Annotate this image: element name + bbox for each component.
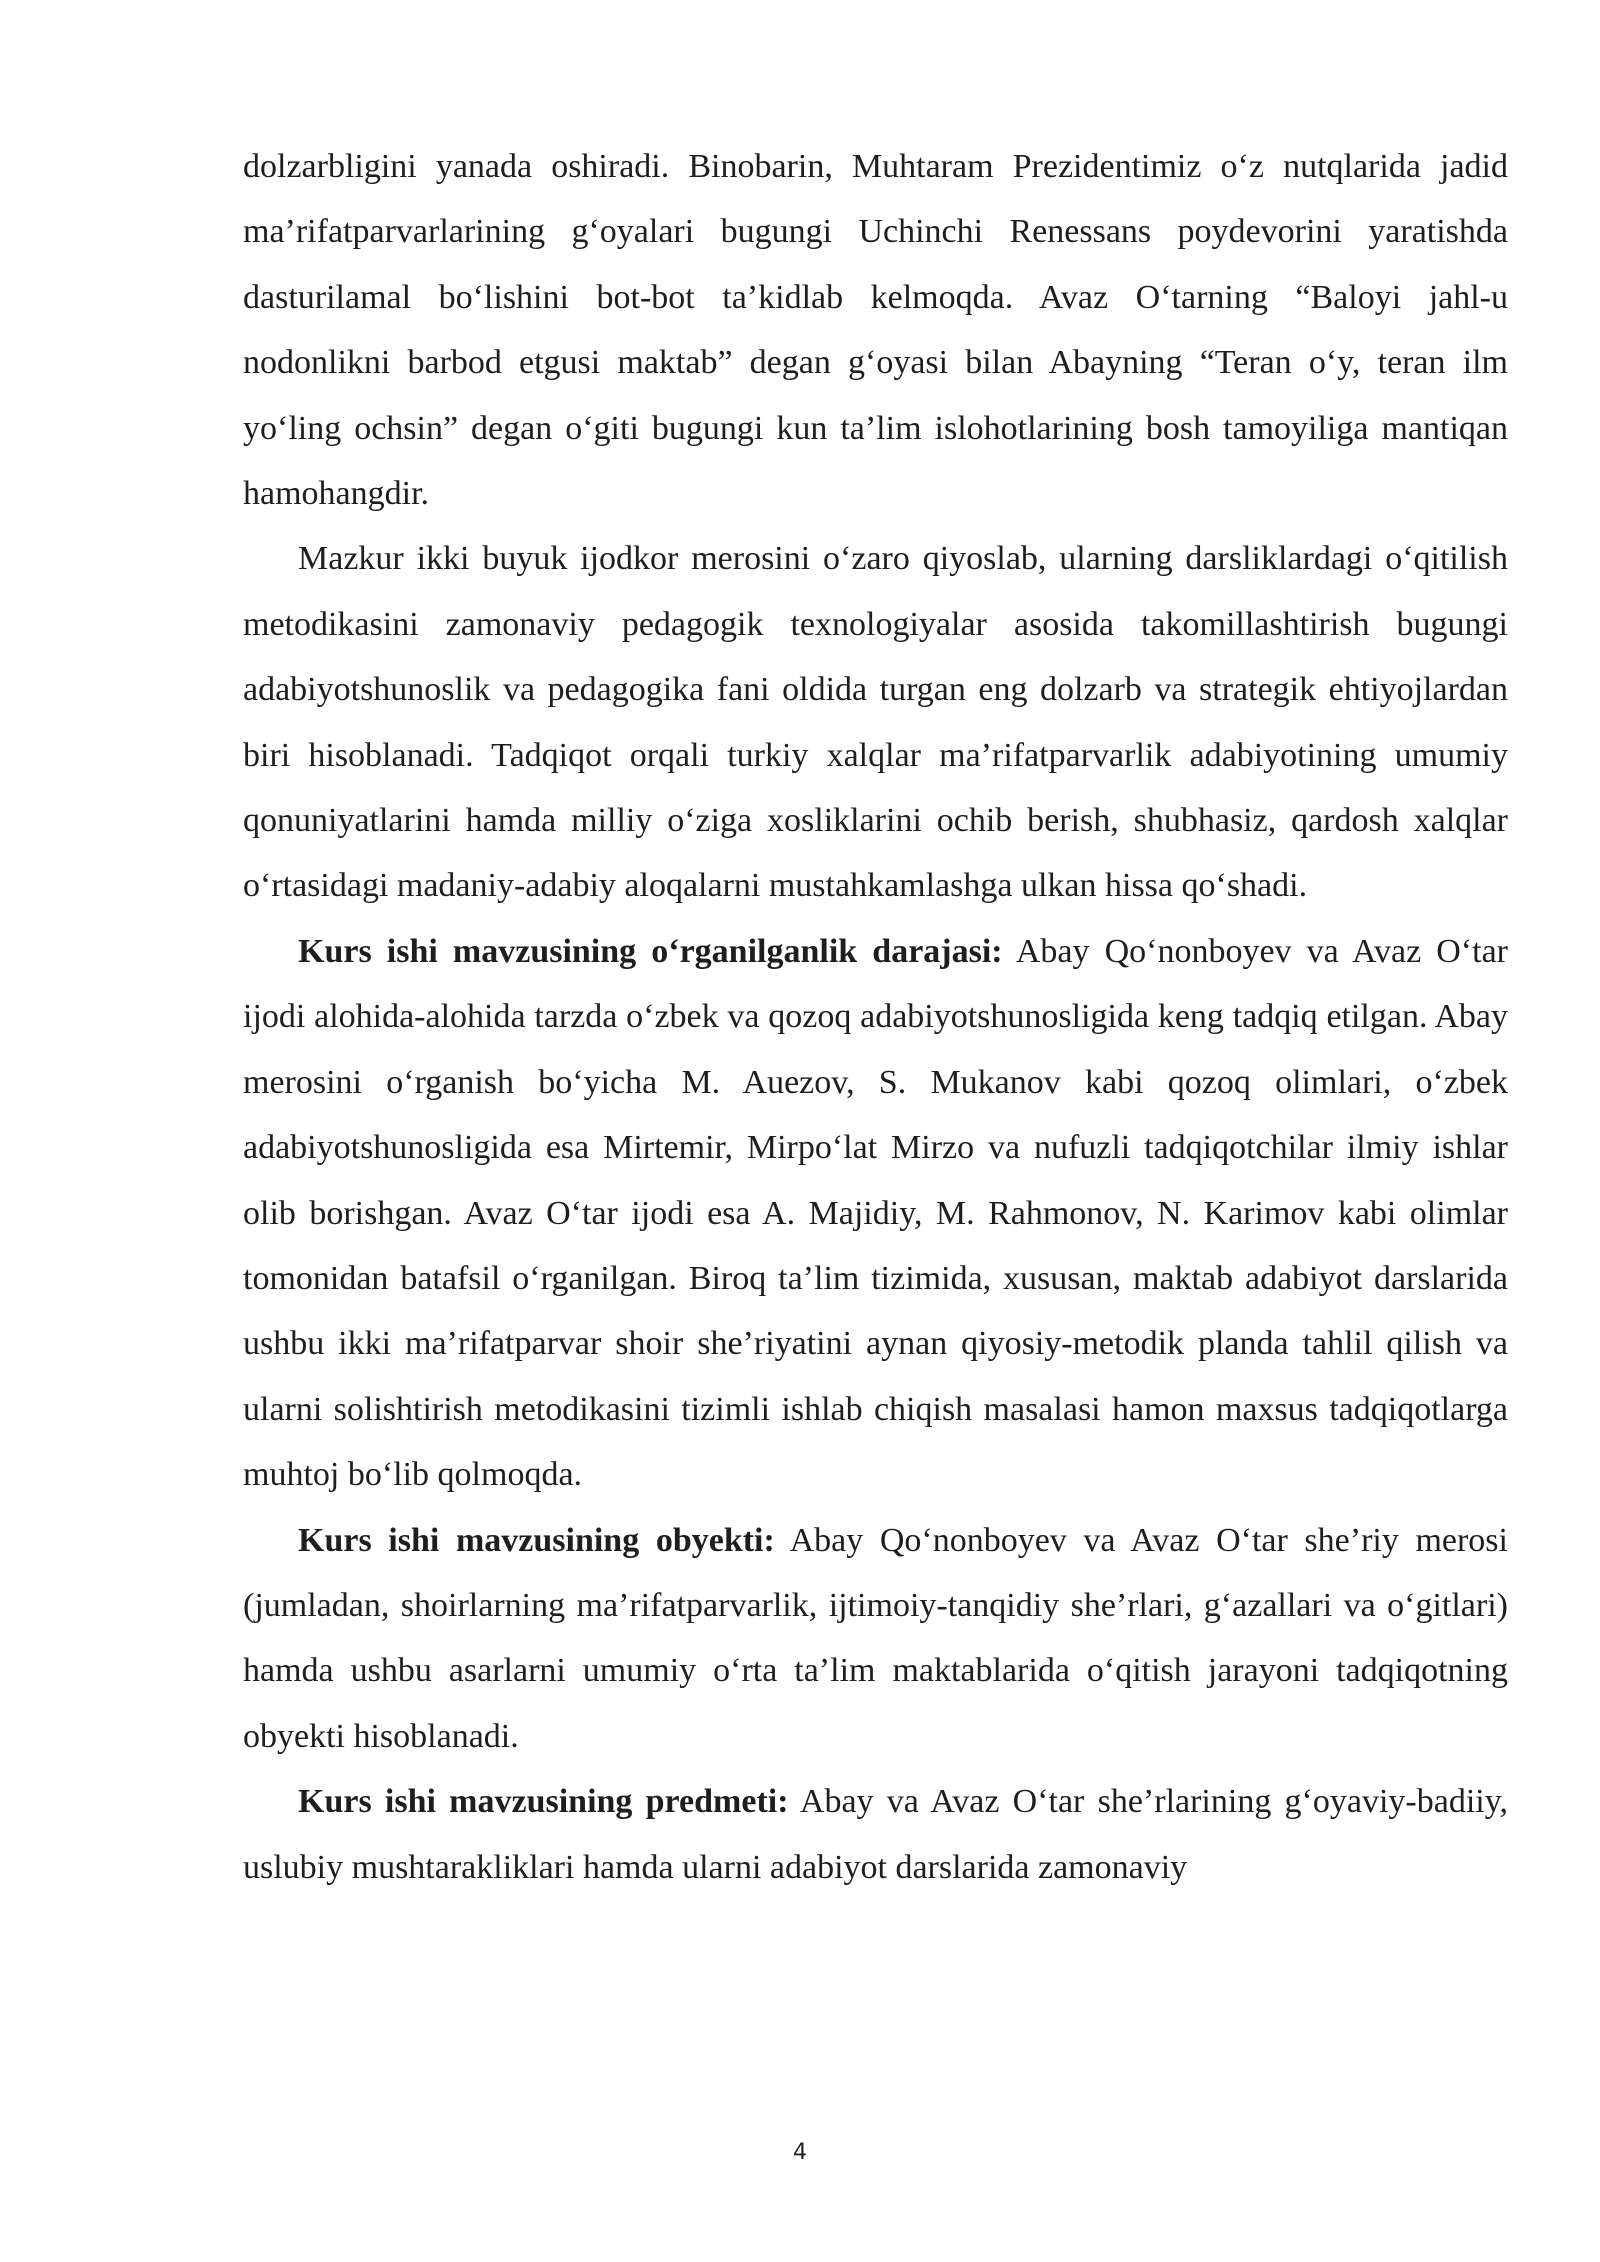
- paragraph-text: Abay va Avaz O‘tar she’rlarining g‘oyaviy-badiiy, uslubiy mushtarakliklari hamda ularni adabiyot darslarida zamonaviy: [243, 1783, 1508, 1886]
- page-number: 4: [793, 2140, 807, 2165]
- paragraph-studied-level: [243, 919, 1508, 1508]
- paragraph-text: Abay Qo‘nonboyev va Avaz O‘tar she’riy merosi (jumladan, shoirlarning ma’rifatparvarlik, ijtimoiy-tanqidiy she’rlari, g‘azallari va o‘gitlari) hamda ushbu asarlarni umumiy o‘rta ta’lim maktablarida o‘qitish jarayoni tadqiqotning obyekti hisoblanadi.: [243, 1521, 1508, 1755]
- document-body: [243, 134, 1508, 1900]
- paragraph-text: dolzarbligini yanada oshiradi. Binobarin, Muhtaram Prezidentimiz o‘z nutqlarida jadid ma’rifatparvarlarining g‘oyalari bugungi Uchinchi Renessans poydevorini yaratishda dasturilamal bo‘lishini bot-bot ta’kidlab kelmoqda. Avaz O‘tarning “Baloyi jahl-u nodonlikni barbod etgusi maktab” degan g‘oyasi bilan Abayning “Teran o‘y, teran ilm yo‘ling ochsin” degan o‘giti bugungi kun ta’lim islohotlarining bosh tamoyiliga mantiqan hamohangdir.: [243, 148, 1508, 513]
- paragraph-subject: [243, 1769, 1508, 1900]
- paragraph-object: [243, 1508, 1508, 1770]
- paragraph-heading: Kurs ishi mavzusining obyekti:: [298, 1521, 775, 1559]
- paragraph-heading: Kurs ishi mavzusining o‘rganilganlik darajasi:: [298, 932, 1003, 970]
- paragraph-1: [243, 134, 1508, 526]
- paragraph-heading: Kurs ishi mavzusining predmeti:: [298, 1783, 789, 1821]
- paragraph-text: Mazkur ikki buyuk ijodkor merosini o‘zaro qiyoslab, ularning darsliklardagi o‘qitilish metodikasini zamonaviy pedagogik texnologiyalar asosida takomillashtirish bugungi adabiyotshunoslik va pedagogika fani oldida turgan eng dolzarb va strategik ehtiyojlardan biri hisoblanadi. Tadqiqot orqali turkiy xalqlar ma’rifatparvarlik adabiyotining umumiy qonuniyatlarini hamda milliy o‘ziga xosliklarini ochib berish, shubhasiz, qardosh xalqlar o‘rtasidagi madaniy-adabiy aloqalarni mustahkamlashga ulkan hissa qo‘shadi.: [243, 540, 1508, 905]
- paragraph-2: [243, 526, 1508, 918]
- paragraph-text: Abay Qo‘nonboyev va Avaz O‘tar ijodi alohida-alohida tarzda o‘zbek va qozoq adabiyotshunosligida keng tadqiq etilgan. Abay merosini o‘rganish bo‘yicha M. Auezov, S. Mukanov kabi qozoq olimlari, o‘zbek adabiyotshunosligida esa Mirtemir, Mirpo‘lat Mirzo va nufuzli tadqiqotchilar ilmiy ishlar olib borishgan. Avaz O‘tar ijodi esa A. Majidiy, M. Rahmonov, N. Karimov kabi olimlar tomonidan batafsil o‘rganilgan. Biroq ta’lim tizimida, xususan, maktab adabiyot darslarida ushbu ikki ma’rifatparvar shoir she’riyatini aynan qiyosiy-metodik planda tahlil qilish va ularni solishtirish metodikasini tizimli ishlab chiqish masalasi hamon maxsus tadqiqotlarga muhtoj bo‘lib qolmoqda.: [243, 932, 1508, 1494]
